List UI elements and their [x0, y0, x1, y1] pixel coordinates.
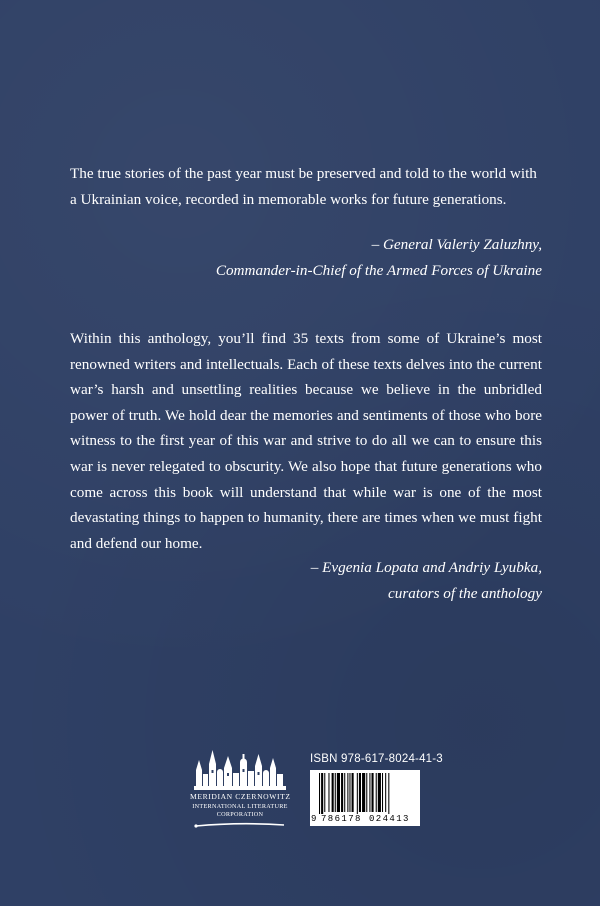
- curators-attribution: [311, 555, 542, 606]
- isbn-label: ISBN 978-617-8024-41-3: [310, 753, 443, 765]
- quote-text: The true stories of the past year must be preserved and told to the world with a Ukrainian voice, recorded in memorable works for future generations.: [70, 165, 537, 208]
- city-skyline-icon: [190, 742, 290, 792]
- barcode-digits-left: 786178: [321, 814, 362, 824]
- quote-attribution-title: Commander-in-Chief of the Armed Forces of Ukraine: [215, 261, 542, 279]
- curators-role: curators of the anthology: [388, 584, 542, 602]
- pen-stroke-icon: [190, 820, 290, 830]
- publisher-subtitle-2: CORPORATION: [216, 811, 264, 818]
- quote-attribution-name: – General Valeriy Zaluzhny,: [371, 236, 542, 253]
- curators-names: – Evgenia Lopata and Andriy Lyubka,: [310, 559, 542, 576]
- barcode-digits-right: 024413: [369, 814, 410, 824]
- anthology-description: Within this anthology, you’ll find 35 texts from some of Ukraine’s most renowned writers and intellectuals. Each of these texts delves into the current war’s harsh and unsettling realities because we believe in the unbridled power of truth. We hold dear the memories and sentiments of those who bore witness to the first year of this war and strive to do all we can to ensure this war is never relegated to obscurity. We also hope that future generations who come across this book will understand that while war is one of the most devastating things to happen to humanity, there are times when we must fight and defend our home.: [70, 330, 542, 552]
- publisher-name: MERIDIAN CZERNOWITZ: [190, 792, 291, 801]
- publisher-subtitle: INTERNATIONAL LITERATURE: [192, 803, 288, 810]
- isbn-barcode: [310, 770, 420, 826]
- quote-attribution: [216, 232, 542, 283]
- barcode-icon: [310, 770, 420, 814]
- barcode-digit-lead: 9: [311, 814, 317, 824]
- publisher-logo: [190, 742, 290, 828]
